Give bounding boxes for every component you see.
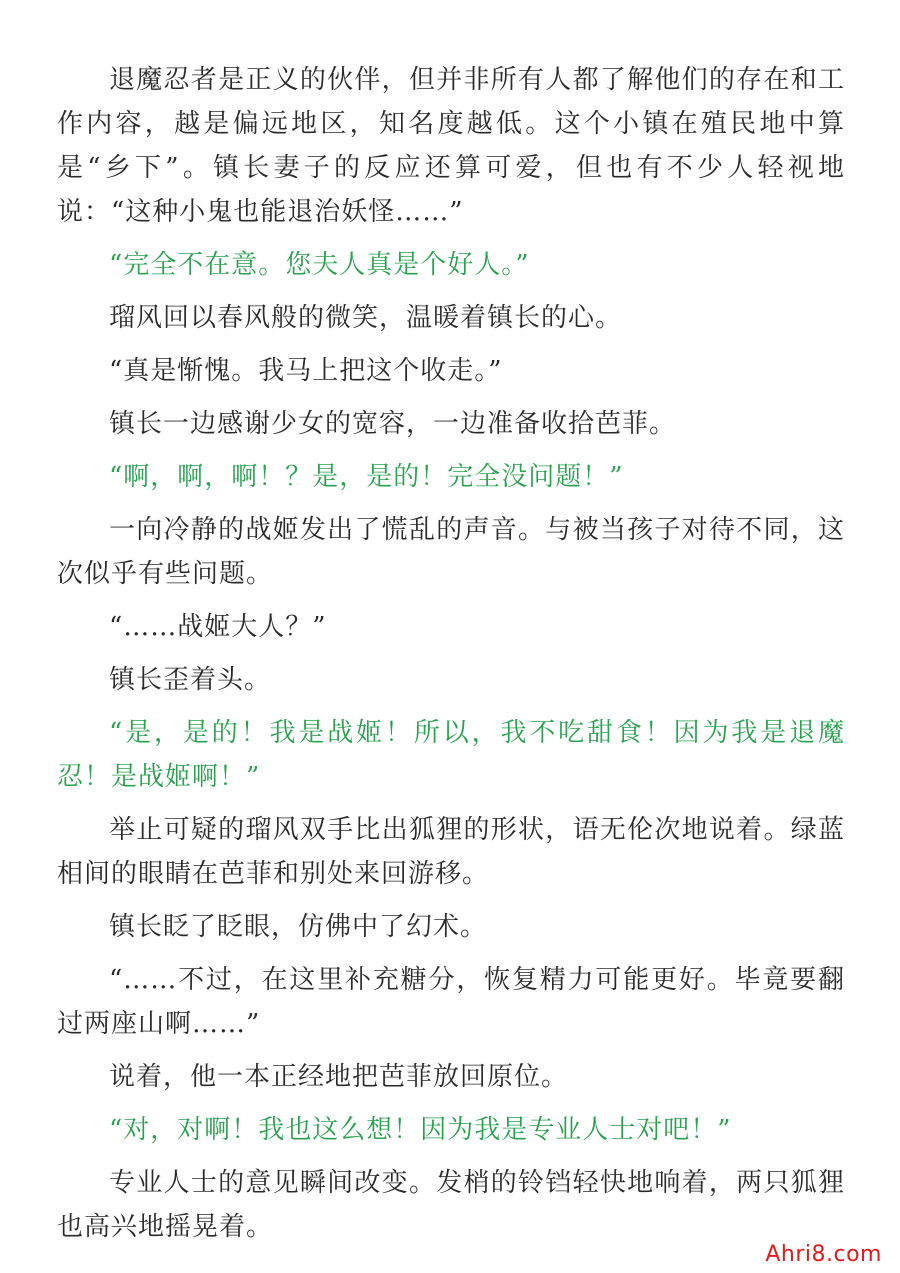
- dialogue-paragraph: “完全不在意。您夫人真是个好人。”: [109, 250, 530, 280]
- dialogue-paragraph: “……不过，在这里补充糖分，恢复精力可能更好。毕竟要翻过两座山啊……”: [57, 965, 845, 1039]
- dialogue-paragraph: “对，对啊！我也这么想！因为我是专业人士对吧！”: [109, 1115, 732, 1145]
- paragraph: 说着，他一本正经地把芭菲放回原位。: [109, 1062, 569, 1092]
- paragraph: 镇长歪着头。: [109, 665, 272, 695]
- dialogue-paragraph: “是，是的！我是战姬！所以，我不吃甜食！因为我是退魔忍！是战姬啊！”: [57, 718, 845, 792]
- paragraph: 专业人士的意见瞬间改变。发梢的铃铛轻快地响着，两只狐狸也高兴地摇晃着。: [57, 1168, 845, 1242]
- paragraph: 一向冷静的战姬发出了慌乱的声音。与被当孩子对待不同，这次似乎有些问题。: [57, 515, 845, 589]
- paragraph: 退魔忍者是正义的伙伴，但并非所有人都了解他们的存在和工作内容，越是偏远地区，知名度越低。这个小镇在殖民地中算是“乡下”。镇长妻子的反应还算可爱，但也有不少人轻视地说：“这种小鬼也能退治妖怪……”: [57, 65, 845, 227]
- dialogue-paragraph: “啊，啊，啊！？是，是的！完全没问题！”: [109, 462, 624, 492]
- paragraph: 举止可疑的瑠风双手比出狐狸的形状，语无伦次地说着。绿蓝相间的眼睛在芭菲和别处来回游移。: [57, 815, 845, 889]
- dialogue-paragraph: “真是惭愧。我马上把这个收走。”: [109, 356, 503, 386]
- watermark: Ahri8.com: [765, 1242, 882, 1267]
- paragraph: 瑠风回以春风般的微笑，温暖着镇长的心。: [109, 303, 623, 333]
- paragraph: 镇长眨了眨眼，仿佛中了幻术。: [109, 912, 488, 942]
- text-page: [57, 58, 845, 1258]
- paragraph: 镇长一边感谢少女的宽容，一边准备收拾芭菲。: [109, 409, 677, 439]
- dialogue-paragraph: “……战姬大人？”: [109, 612, 327, 642]
